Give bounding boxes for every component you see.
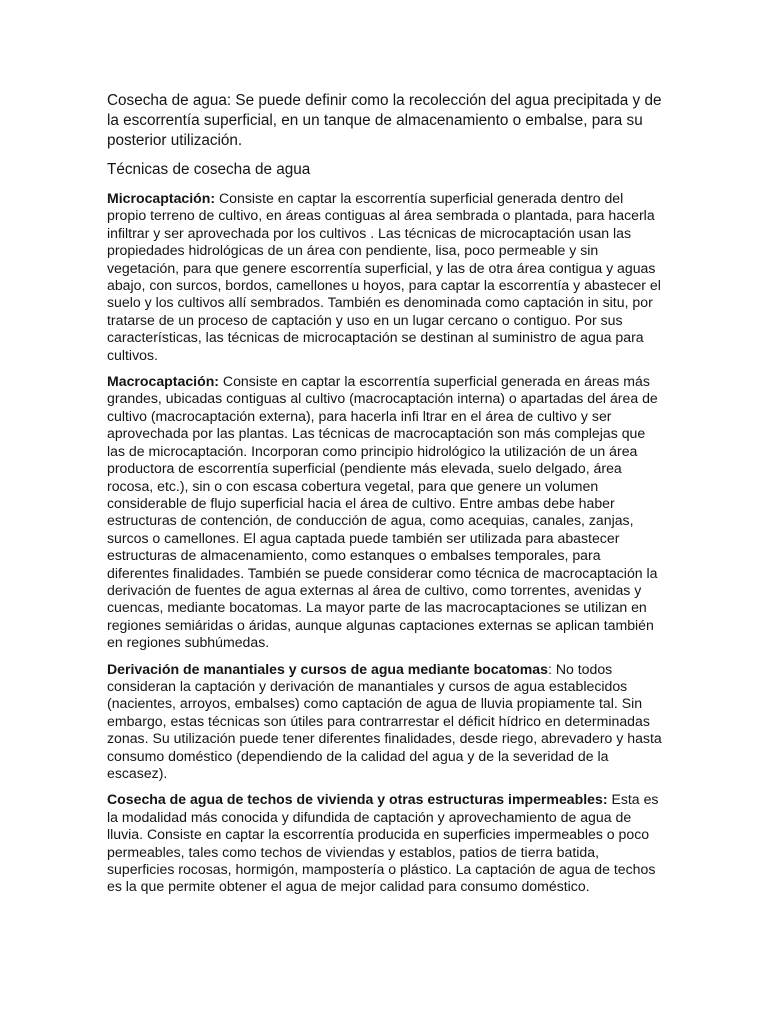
- paragraph-microcaptacion: [107, 190, 663, 364]
- paragraph-techos: [107, 791, 663, 895]
- paragraph-macrocaptacion: [107, 373, 663, 652]
- paragraph-body: Consiste en captar la escorrentía superficial generada en áreas más grandes, ubicadas contiguas al cultivo (macrocaptación interna) o apartadas del área de cultivo (macrocaptación externa), para hacerla infi ltrar en el área de cultivo y ser aprovechada por las plantas. Las técnicas de macrocaptación son más complejas que las de microcaptación. Incorporan como principio hidrológico la utilización de un área productora de escorrentía superficial (pendiente más elevada, suelo delgado, área rocosa, etc.), sin o con escasa cobertura vegetal, para que genere un volumen considerable de flujo superficial hacia el área de cultivo. Entre ambas debe haber estructuras de contención, de conducción de agua, como acequias, canales, zanjas, surcos o camellones. El agua captada puede también ser utilizada para abastecer estructuras de almacenamiento, como estanques o embalses temporales, para diferentes finalidades. También se puede considerar como técnica de macrocaptación la derivación de fuentes de agua externas al área de cultivo, como torrentes, avenidas y cuencas, mediante bocatomas. La mayor parte de las macrocaptaciones se utilizan en regiones semiáridas o áridas, aunque algunas captaciones externas se aplican también en regiones subhúmedas.: [107, 373, 658, 651]
- paragraph-body: : No todos consideran la captación y derivación de manantiales y cursos de agua establecidos (nacientes, arroyos, embalses) como captación de agua de lluvia propiamente tal. Sin embargo, estas técnicas son útiles para contrarrestar el déficit hídrico en determinadas zonas. Su utilización puede tener diferentes finalidades, desde riego, abrevadero y hasta consumo doméstico (dependiendo de la calidad del agua y de la severidad de la escasez).: [107, 660, 662, 781]
- paragraph-heading: Derivación de manantiales y cursos de agua mediante bocatomas: [107, 660, 548, 677]
- section-title: Técnicas de cosecha de agua: [107, 161, 311, 178]
- paragraph-heading: Microcaptación:: [107, 190, 216, 206]
- paragraph-derivacion: [107, 661, 663, 783]
- document-content: [107, 91, 663, 905]
- paragraph-body: Esta es la modalidad más conocida y difundida de captación y aprovechamiento de agua de lluvia. Consiste en captar la escorrentía producida en superficies impermeables o poco permeables, tales como techos de viviendas y establos, patios de tierra batida, superficies rocosas, hormigón, mampostería o plástico. La captación de agua de techos es la que permite obtener el agua de mejor calidad para consumo doméstico.: [107, 791, 659, 895]
- paragraph-heading: Macrocaptación:: [107, 373, 219, 390]
- paragraph-body: Consiste en captar la escorrentía superficial generada dentro del propio terreno de cultivo, en áreas contiguas al área sembrada o plantada, para hacerla infiltrar y ser aprovechada por los cultivos . Las técnicas de microcaptación usan las propiedades hidrológicas de un área con pendiente, lisa, poco permeable y sin vegetación, para que genere escorrentía superficial, y las de otra área contigua y aguas abajo, con surcos, bordos, camellones u hoyos, para captar la escorrentía y abastecer el suelo y los cultivos allí sembrados. También es denominada como captación in situ, por tratarse de un proceso de captación y uso en un lugar cercano o contiguo. Por sus características, las técnicas de microcaptación se destinan al suministro de agua para cultivos.: [107, 190, 661, 363]
- intro-paragraph: Cosecha de agua: Se puede definir como la recolección del agua precipitada y de la escorrentía superficial, en un tanque de almacenamiento o embalse, para su posterior utilización.: [107, 92, 662, 149]
- paragraph-heading: Cosecha de agua de techos de vivienda y otras estructuras impermeables:: [107, 791, 608, 808]
